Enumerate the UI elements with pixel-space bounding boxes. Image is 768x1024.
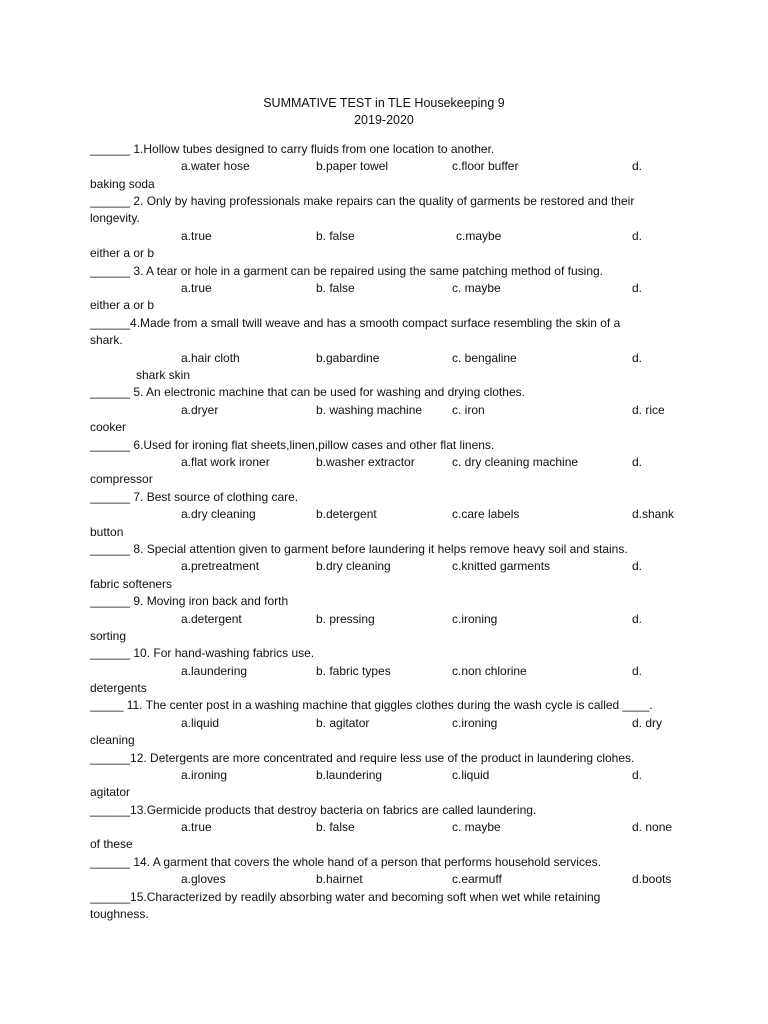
- choice-c: c. bengaline: [452, 351, 517, 365]
- choices-2: [0, 228, 768, 244]
- choices-8: [0, 558, 768, 574]
- choice-a: a.water hose: [181, 159, 250, 173]
- choice-d: d.: [632, 768, 643, 782]
- choice-c: c.knitted garments: [452, 559, 551, 573]
- choices-9: [0, 611, 768, 627]
- choice-a: a.true: [181, 281, 212, 295]
- choices-5: [0, 402, 768, 418]
- choice-d-continued: shark skin: [136, 368, 191, 382]
- question-8: ______ 8. Special attention given to garment before laundering it helps remove heavy soil and stains.: [90, 542, 628, 556]
- choice-d-continued: either a or b: [90, 298, 155, 312]
- choice-d: d.: [632, 159, 643, 173]
- choice-d: d.: [632, 281, 643, 295]
- choice-a: a.gloves: [181, 872, 226, 886]
- choice-d-continued: either a or b: [90, 246, 155, 260]
- choice-b: b. false: [316, 281, 355, 295]
- choice-c: c.care labels: [452, 507, 520, 521]
- choice-a: a.liquid: [181, 716, 220, 730]
- choice-b: b.washer extractor: [316, 455, 415, 469]
- question-5: ______ 5. An electronic machine that can be used for washing and drying clothes.: [90, 385, 525, 399]
- choice-c: c.floor buffer: [452, 159, 519, 173]
- question-6: ______ 6.Used for ironing flat sheets,linen,pillow cases and other flat linens.: [90, 438, 495, 452]
- choice-d-continued: compressor: [90, 472, 153, 486]
- choice-c: c.non chlorine: [452, 664, 527, 678]
- choice-c: c. dry cleaning machine: [452, 455, 579, 469]
- choice-a: a.pretreatment: [181, 559, 260, 573]
- choice-b: b.hairnet: [316, 872, 363, 886]
- choice-a: a.dry cleaning: [181, 507, 256, 521]
- question-10: ______ 10. For hand-washing fabrics use.: [90, 646, 315, 660]
- choice-a: a.true: [181, 229, 212, 243]
- question-15-continued: toughness.: [90, 907, 149, 921]
- choice-c: c. maybe: [452, 281, 501, 295]
- choice-d: d.: [632, 559, 643, 573]
- choices-10: [0, 663, 768, 679]
- choice-b: b.dry cleaning: [316, 559, 391, 573]
- choice-d-continued: fabric softeners: [90, 577, 173, 591]
- choice-b: b. false: [316, 820, 355, 834]
- choice-d: d. dry: [632, 716, 663, 730]
- choice-a: a.detergent: [181, 612, 242, 626]
- question-9: ______ 9. Moving iron back and forth: [90, 594, 289, 608]
- choice-a: a.ironing: [181, 768, 228, 782]
- choice-a: a.flat work ironer: [181, 455, 270, 469]
- choice-a: a.laundering: [181, 664, 248, 678]
- choice-d-continued: cleaning: [90, 733, 135, 747]
- choice-d-continued: sorting: [90, 629, 127, 643]
- choice-d-continued: of these: [90, 837, 133, 851]
- choices-4: [0, 350, 768, 366]
- question-4-continued: shark.: [90, 333, 123, 347]
- choices-14: [0, 871, 768, 887]
- choice-b: b. washing machine: [316, 403, 423, 417]
- question-4: ______4.Made from a small twill weave and has a smooth compact surface resembling the skin of a: [90, 316, 621, 330]
- choice-b: b.detergent: [316, 507, 377, 521]
- choice-d: d.boots: [632, 872, 672, 886]
- question-11: _____ 11. The center post in a washing machine that giggles clothes during the wash cycle is called ____.: [90, 698, 653, 712]
- choice-d-continued: cooker: [90, 420, 127, 434]
- choice-a: a.dryer: [181, 403, 219, 417]
- choice-d: d. rice: [632, 403, 665, 417]
- question-14: ______ 14. A garment that covers the whole hand of a person that performs household services.: [90, 855, 601, 869]
- school-year: 2019-2020: [354, 113, 414, 127]
- choices-7: [0, 506, 768, 522]
- question-2: ______ 2. Only by having professionals make repairs can the quality of garments be restored and their: [90, 194, 635, 208]
- choice-d-continued: button: [90, 525, 124, 539]
- choice-d-continued: detergents: [90, 681, 147, 695]
- choice-b: b. false: [316, 229, 355, 243]
- choices-13: [0, 819, 768, 835]
- choice-b: b. agitator: [316, 716, 370, 730]
- choices-12: [0, 767, 768, 783]
- question-2-continued: longevity.: [90, 211, 140, 225]
- choices-1: [0, 158, 768, 174]
- choices-3: [0, 280, 768, 296]
- choice-d-continued: agitator: [90, 785, 131, 799]
- choice-c: c. iron: [452, 403, 485, 417]
- choice-c: c.maybe: [456, 229, 502, 243]
- choice-b: b.laundering: [316, 768, 383, 782]
- choice-d: d.: [632, 664, 643, 678]
- choice-c: c. maybe: [452, 820, 501, 834]
- question-12: ______12. Detergents are more concentrated and require less use of the product in laundering clohes.: [90, 751, 635, 765]
- choices-6: [0, 454, 768, 470]
- choice-c: c.ironing: [452, 716, 498, 730]
- choice-c: c.liquid: [452, 768, 490, 782]
- choice-b: b. fabric types: [316, 664, 391, 678]
- question-3: ______ 3. A tear or hole in a garment can be repaired using the same patching method of fusing.: [90, 264, 604, 278]
- choices-11: [0, 715, 768, 731]
- question-7: ______ 7. Best source of clothing care.: [90, 490, 299, 504]
- test-title: SUMMATIVE TEST in TLE Housekeeping 9: [263, 96, 505, 110]
- choice-c: c.ironing: [452, 612, 498, 626]
- choice-b: b.paper towel: [316, 159, 389, 173]
- question-1: ______ 1.Hollow tubes designed to carry fluids from one location to another.: [90, 142, 495, 156]
- choice-a: a.hair cloth: [181, 351, 240, 365]
- choice-d: d.: [632, 229, 643, 243]
- choice-d: d. none: [632, 820, 673, 834]
- choice-c: c.earmuff: [452, 872, 502, 886]
- choice-b: b.gabardine: [316, 351, 380, 365]
- choice-d: d.: [632, 455, 643, 469]
- question-15: ______15.Characterized by readily absorbing water and becoming soft when wet while retaining: [90, 890, 601, 904]
- choice-d: d.shank: [632, 507, 675, 521]
- choice-d: d.: [632, 612, 643, 626]
- question-13: ______13.Germicide products that destroy bacteria on fabrics are called laundering.: [90, 803, 537, 817]
- choice-b: b. pressing: [316, 612, 375, 626]
- choice-d-continued: baking soda: [90, 177, 155, 191]
- choice-d: d.: [632, 351, 643, 365]
- choice-a: a.true: [181, 820, 212, 834]
